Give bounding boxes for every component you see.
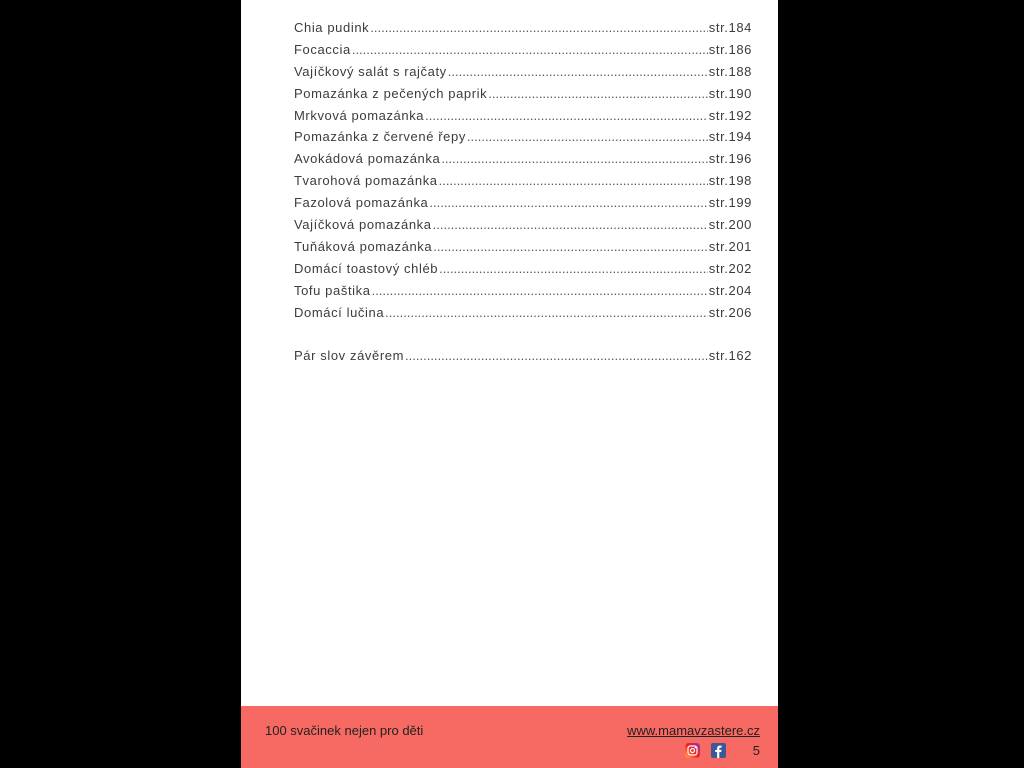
toc-entry-title: Vajíčkový salát s rajčaty [294, 63, 447, 79]
toc-entry-page: str.190 [708, 85, 752, 101]
toc-entry [294, 42, 752, 64]
toc-leader-dots [370, 20, 708, 35]
toc-leader-dots [439, 173, 708, 188]
toc-entry-title: Focaccia [294, 41, 351, 57]
toc-entry [294, 86, 752, 108]
document-page [241, 0, 778, 768]
toc-entry-title: Pomazánka z pečených paprik [294, 85, 488, 101]
toc-entry-page: str.198 [708, 173, 752, 189]
toc-entry [294, 20, 752, 42]
toc-entry [294, 195, 752, 217]
toc-leader-dots [372, 283, 708, 298]
toc-entry [294, 151, 752, 173]
toc-entry-page: str.202 [708, 260, 752, 276]
toc-entry-title: Avokádová pomazánka [294, 151, 441, 167]
toc-entry-title: Pár slov závěrem [294, 348, 405, 364]
toc-leader-dots [441, 151, 707, 166]
toc-leader-dots [433, 239, 708, 254]
toc-leader-dots [488, 86, 708, 101]
toc-leader-dots [352, 42, 708, 57]
toc-entry-closing [294, 348, 752, 370]
footer-book-title: 100 svačinek nejen pro děti [265, 723, 424, 738]
toc-leader-dots [448, 64, 708, 79]
page-footer [241, 706, 778, 768]
toc-leader-dots [425, 108, 708, 123]
facebook-icon[interactable] [711, 743, 726, 758]
toc-entry [294, 108, 752, 130]
toc-entry-page: str.200 [708, 217, 752, 233]
toc-leader-dots [385, 305, 708, 320]
toc-entry [294, 64, 752, 86]
toc-leader-dots [439, 261, 708, 276]
toc-entry-title: Pomazánka z červené řepy [294, 129, 466, 145]
page-number: 5 [752, 743, 760, 758]
toc-entry [294, 239, 752, 261]
toc-leader-dots [467, 129, 708, 144]
toc-entry-title: Vajíčková pomazánka [294, 217, 432, 233]
toc-entry [294, 217, 752, 239]
toc-entry-page: str.204 [708, 282, 752, 298]
toc-entry-page: str.162 [708, 348, 752, 364]
toc-entry-page: str.184 [708, 20, 752, 35]
toc-entry-title: Tvarohová pomazánka [294, 173, 438, 189]
toc-leader-dots [405, 348, 708, 363]
toc-entry-page: str.188 [708, 63, 752, 79]
toc-entry-title: Domácí lučina [294, 304, 385, 320]
toc-leader-dots [429, 195, 707, 210]
toc-entry [294, 261, 752, 283]
toc-entry-title: Fazolová pomazánka [294, 195, 429, 211]
toc-entry-page: str.192 [708, 107, 752, 123]
toc-entry [294, 129, 752, 151]
toc-entry-title: Chia pudink [294, 20, 370, 35]
toc-entry-page: str.199 [708, 195, 752, 211]
toc-entry [294, 173, 752, 195]
toc-entry-title: Domácí toastový chléb [294, 260, 439, 276]
toc-entry-title: Mrkvová pomazánka [294, 107, 425, 123]
table-of-contents [294, 20, 752, 370]
toc-leader-dots [433, 217, 708, 232]
website-link[interactable]: www.mamavzastere.cz [627, 723, 760, 738]
instagram-icon[interactable] [685, 743, 700, 758]
toc-entry-page: str.201 [708, 238, 752, 254]
toc-entry [294, 305, 752, 327]
toc-entry-page: str.206 [708, 304, 752, 320]
toc-entry [294, 283, 752, 305]
toc-entry-page: str.196 [708, 151, 752, 167]
toc-entry-page: str.186 [708, 41, 752, 57]
toc-entry-title: Tuňáková pomazánka [294, 238, 433, 254]
toc-entry-title: Tofu paštika [294, 282, 371, 298]
toc-entry-page: str.194 [708, 129, 752, 145]
